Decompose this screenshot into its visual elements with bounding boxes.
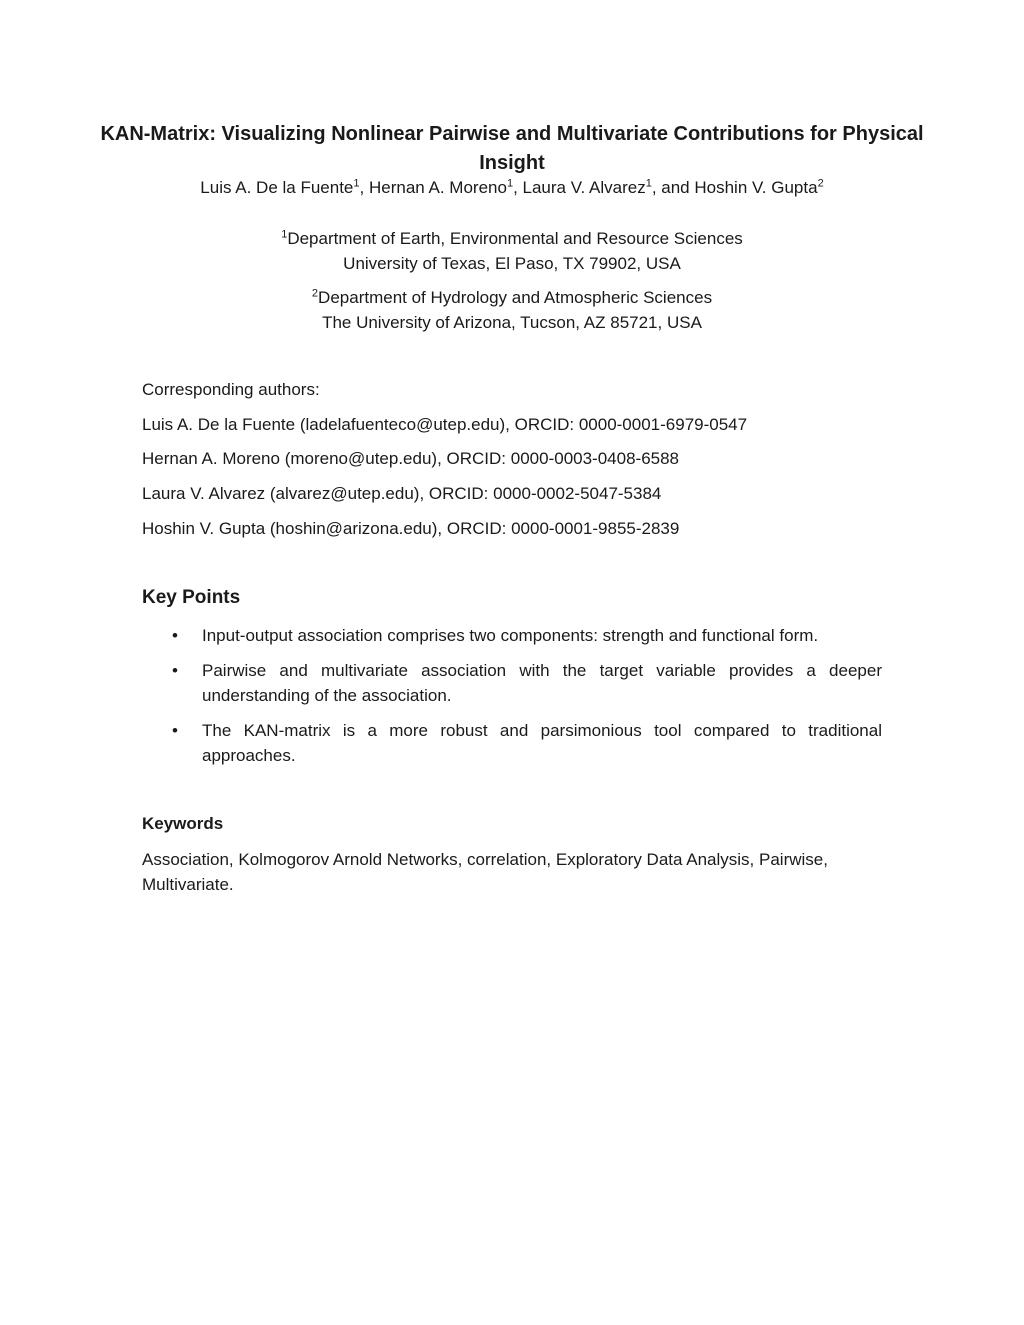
affiliation-dept: Department of Earth, Environmental and Resource Sciences — [287, 229, 743, 248]
bullet-icon: • — [172, 626, 178, 645]
corresponding-author-line: Luis A. De la Fuente (ladelafuenteco@utep.edu), ORCID: 0000-0001-6979-0547 — [142, 415, 748, 434]
author-name: Hernan A. Moreno — [368, 178, 507, 197]
author-affil-mark: 2 — [817, 177, 824, 190]
key-points-heading: Key Points — [142, 587, 241, 608]
author-list — [100, 176, 924, 200]
keywords-heading: Keywords — [142, 814, 224, 833]
author-separator: , — [513, 178, 523, 197]
list-item — [142, 718, 882, 768]
bullet-icon: • — [172, 721, 178, 740]
affiliation-dept: Department of Hydrology and Atmospheric Sciences — [318, 288, 713, 307]
author-name: Hoshin V. Gupta — [694, 178, 818, 197]
author-affil-mark: 1 — [506, 177, 514, 190]
list-item — [142, 623, 882, 648]
affiliation-institution: The University of Arizona, Tucson, AZ 85721, USA — [322, 313, 702, 332]
key-points-list — [142, 623, 882, 778]
affiliation-mark: 1 — [281, 228, 288, 241]
author-separator: , and — [651, 178, 695, 197]
author-affil-mark: 1 — [645, 177, 652, 190]
keywords-text: Association, Kolmogorov Arnold Networks, correlation, Exploratory Data Analysis, Pairwise, Multivariate. — [142, 850, 828, 894]
author-name: Luis A. De la Fuente — [200, 178, 354, 197]
author-separator: , — [359, 178, 369, 197]
affiliation-1 — [100, 226, 924, 276]
list-item — [142, 658, 882, 708]
bullet-icon: • — [172, 661, 178, 680]
affiliation-institution: University of Texas, El Paso, TX 79902, USA — [343, 254, 681, 273]
affiliation-mark: 2 — [311, 287, 319, 300]
key-point-text: Input-output association comprises two components: strength and functional form. — [202, 626, 819, 645]
key-point-text: The KAN-matrix is a more robust and parsimonious tool compared to traditional approaches. — [202, 721, 882, 765]
paper-title: KAN-Matrix: Visualizing Nonlinear Pairwise and Multivariate Contributions for Physical Insight — [100, 123, 924, 174]
corresponding-author-line: Laura V. Alvarez (alvarez@utep.edu), ORCID: 0000-0002-5047-5384 — [142, 484, 662, 503]
author-name: Laura V. Alvarez — [522, 178, 646, 197]
corresponding-heading: Corresponding authors: — [142, 380, 320, 399]
key-point-text: Pairwise and multivariate association with the target variable provides a deeper understanding of the association. — [202, 661, 882, 705]
author-affil-mark: 1 — [353, 177, 360, 190]
corresponding-author-line: Hernan A. Moreno (moreno@utep.edu), ORCID: 0000-0003-0408-6588 — [142, 449, 680, 468]
affiliation-2 — [100, 285, 924, 335]
corresponding-author-line: Hoshin V. Gupta (hoshin@arizona.edu), ORCID: 0000-0001-9855-2839 — [142, 519, 680, 538]
